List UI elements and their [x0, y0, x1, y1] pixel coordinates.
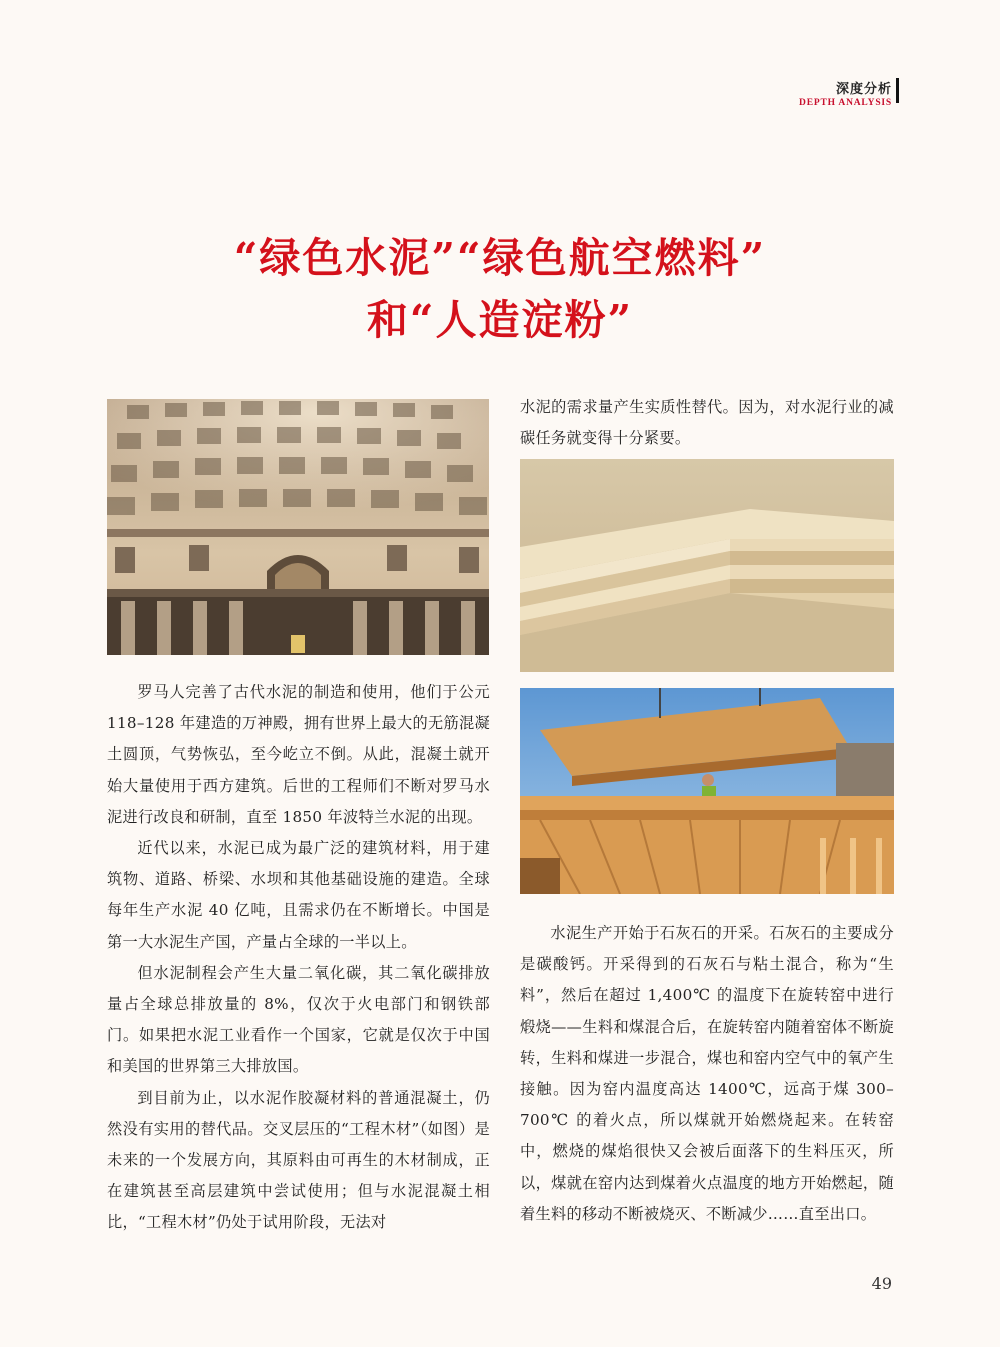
article-title-line-1: “绿色水泥”“绿色航空燃料”	[233, 234, 767, 282]
section-label-zh: 深度分析	[835, 82, 892, 97]
right-text-column-bottom	[520, 918, 894, 1230]
section-divider-bar	[896, 78, 899, 103]
page-number: 49	[871, 1274, 892, 1293]
paragraph-pantheon: 罗马人完善了古代水泥的制造和使用，他们于公元 118–128 年建造的万神殿，拥有世界上最大的无筋混凝土圆顶，气势恢弘，至今屹立不倒。从此，混凝土就开始大量使用于西方建筑。后世的工程师们不断对罗马水泥进行改良和研制，直至 1850 年波特兰水泥的出现。	[107, 683, 490, 826]
right-text-column-top	[520, 392, 894, 454]
paragraph-engineered-wood: 到目前为止，以水泥作胶凝材料的普通混凝土，仍然没有实用的替代品。交叉层压的“工程木材”（如图）是未来的一个发展方向，其原料由可再生的木材制成，正在建筑甚至高层建筑中尝试使用；但与水泥混凝土相比，“工程木材”仍处于试用阶段，无法对	[107, 1088, 490, 1232]
section-tag	[799, 78, 892, 108]
timber-panel-photo	[520, 459, 894, 672]
section-label-en: DEPTH ANALYSIS	[799, 98, 892, 108]
left-text-column	[107, 677, 490, 1239]
paragraph-continuation: 水泥的需求量产生实质性替代。因为，对水泥行业的减碳任务就变得十分紧要。	[520, 398, 894, 448]
article-title-line-2: 和“人造淀粉”	[366, 296, 634, 344]
pantheon-photo	[107, 399, 489, 655]
timber-construction-photo	[520, 688, 894, 894]
paragraph-cement-usage: 近代以来，水泥已成为最广泛的建筑材料，用于建筑物、道路、桥梁、水坝和其他基础设施的建造。全球每年生产水泥 40 亿吨，且需求仍在不断增长。中国是第一大水泥生产国，产量占全球的一半以上。	[107, 839, 490, 951]
paragraph-cement-production: 水泥生产开始于石灰石的开采。石灰石的主要成分是碳酸钙。开采得到的石灰石与粘土混合，称为“生料”，然后在超过 1,400℃ 的温度下在旋转窑中进行煅烧——生料和煤混合后，在旋转窑内随着窑体不断旋转，生料和煤进一步混合，煤也和窑内空气中的氧产生接触。因为窑内温度高达 1400℃，远高于煤 300–700℃ 的着火点，所以煤就开始燃烧起来。在转窑中，燃烧的煤焰很快又会被后面落下的生料压灭，所以，煤就在窑内达到煤着火点温度的地方开始燃起，随着生料的移动不断被烧灭、不断减少……直至出口。	[520, 924, 894, 1223]
paragraph-emissions: 但水泥制程会产生大量二氧化碳，其二氧化碳排放量占全球总排放量的 8%，仅次于火电部门和钢铁部门。如果把水泥工业看作一个国家，它就是仅次于中国和美国的世界第三大排放国。	[107, 963, 490, 1076]
